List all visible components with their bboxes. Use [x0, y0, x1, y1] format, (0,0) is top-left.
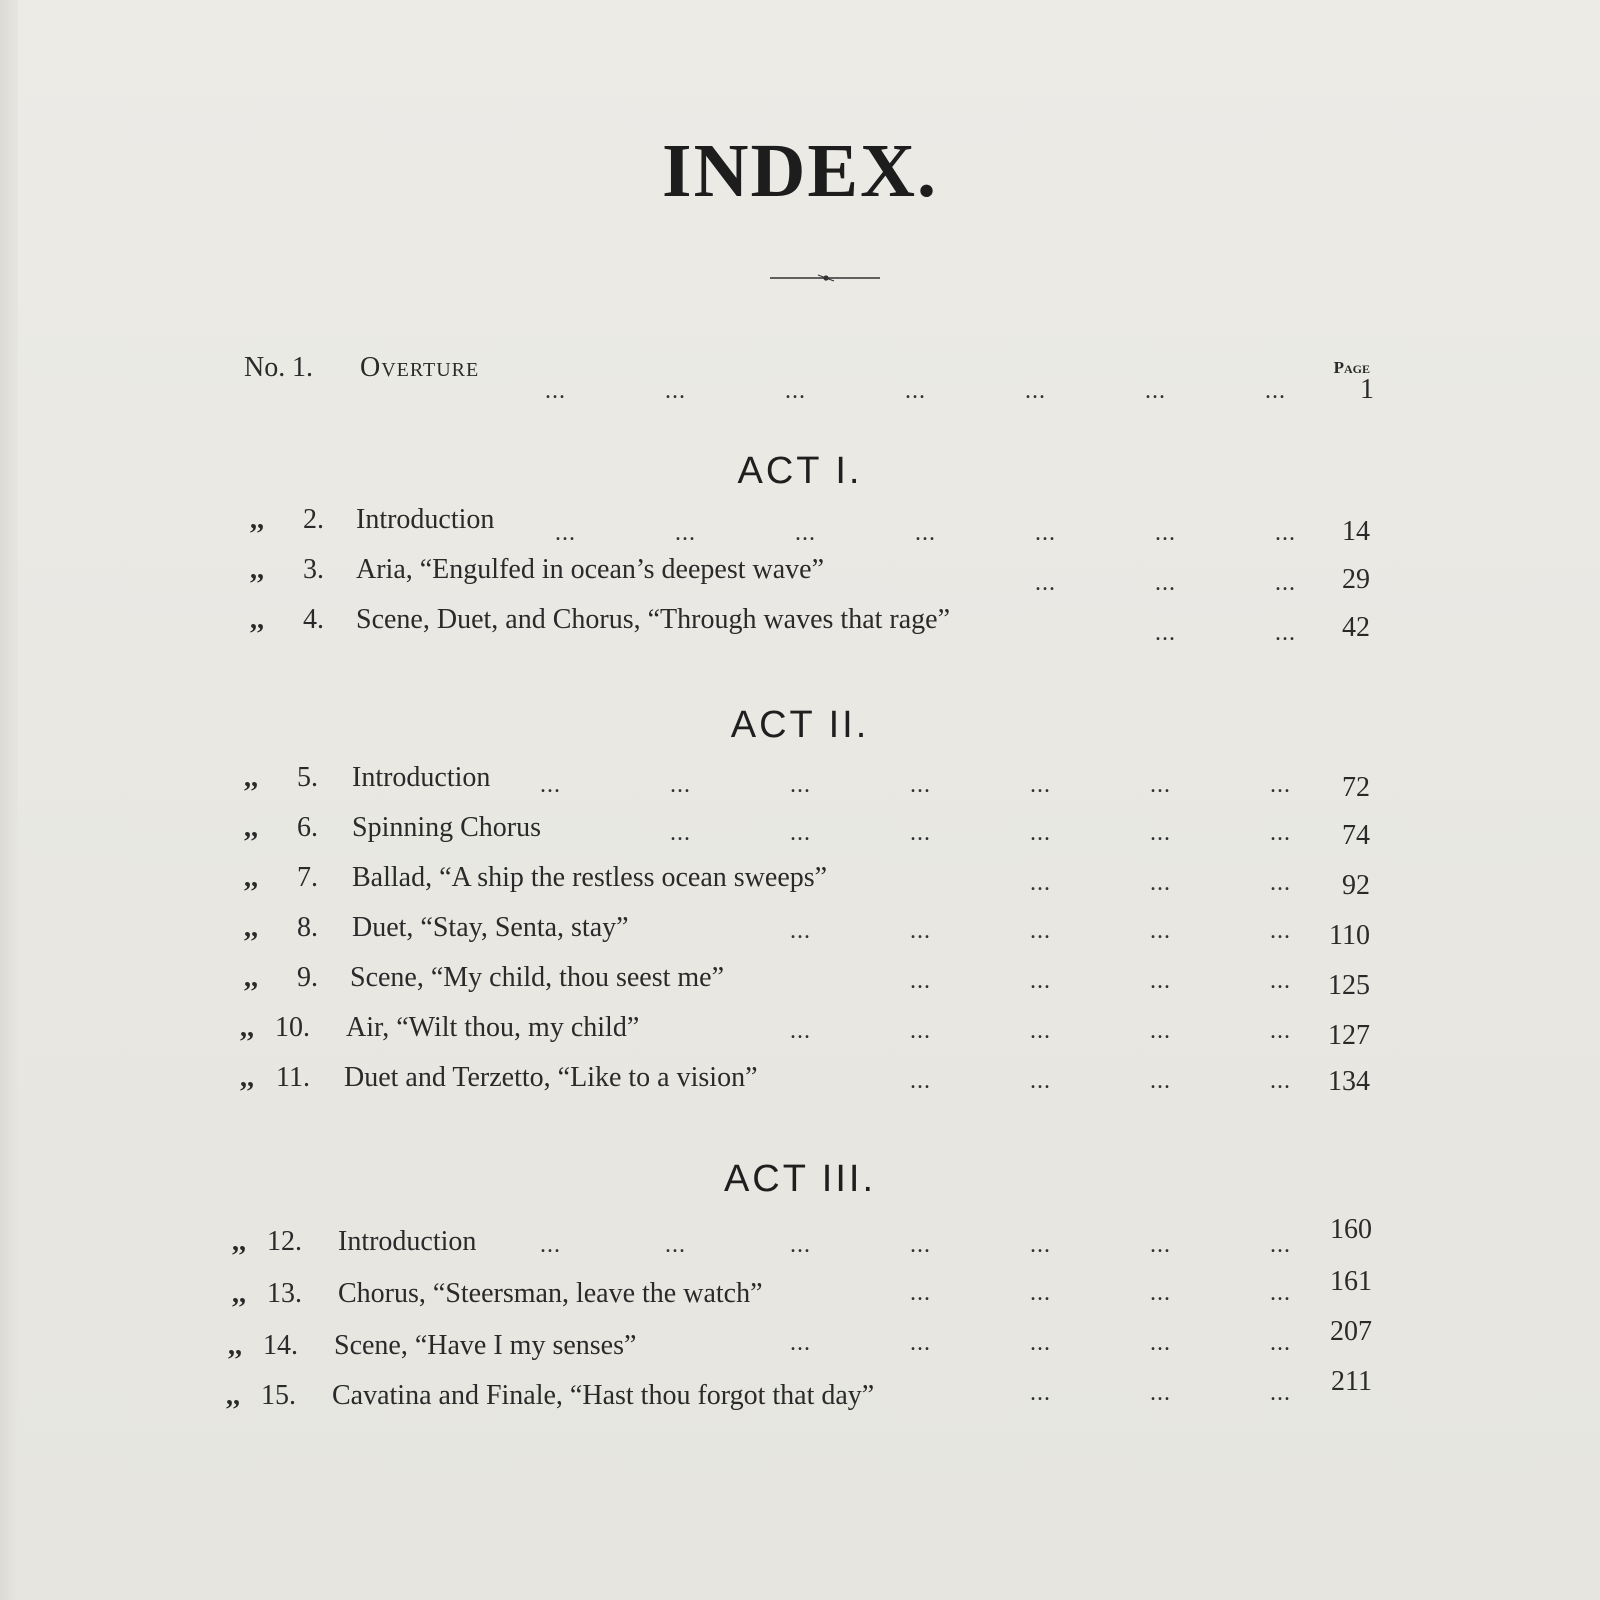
dot-leader: ... [910, 1232, 931, 1258]
dot-leader: ... [910, 820, 931, 846]
page-column-label: Page [1333, 358, 1370, 377]
entry-number: 7. [297, 862, 318, 893]
entry-prefix: ,, [244, 962, 258, 993]
index-entry [240, 1058, 1380, 1098]
index-entry [250, 600, 1380, 643]
dot-leader: ... [1265, 378, 1286, 404]
dot-leader: ... [1270, 1232, 1291, 1258]
index-entry [232, 1266, 1382, 1314]
entry-number: 4. [303, 604, 324, 635]
entry-title: Introduction [356, 504, 495, 535]
dot-leader: ... [665, 378, 686, 404]
entry-number: 12. [267, 1226, 302, 1257]
act-heading: ACT II. [730, 704, 870, 746]
dot-leader: ... [1030, 820, 1051, 846]
entry-prefix: ,, [250, 554, 264, 585]
entry-prefix: ,, [250, 504, 264, 535]
entry-title: Scene, Duet, and Chorus, “Through waves that rage” [356, 604, 951, 635]
entry-title: Overture [360, 352, 480, 383]
entry-prefix: ,, [232, 1278, 246, 1309]
dot-leader: ... [1150, 1330, 1171, 1356]
dot-leader: ... [1270, 1068, 1291, 1094]
entry-number: 10. [275, 1012, 310, 1043]
entry-page: 74 [1342, 820, 1370, 851]
entry-prefix: No. [244, 352, 286, 383]
entry-number: 6. [297, 812, 318, 843]
dot-leader: ... [1030, 772, 1051, 798]
dot-leader: ... [1275, 520, 1296, 546]
entry-title: Scene, “My child, thou seest me” [350, 962, 725, 993]
act-heading: ACT I. [737, 450, 863, 492]
entry-page: 160 [1330, 1214, 1372, 1245]
dot-leader: ... [1030, 1068, 1051, 1094]
entry-number: 3. [303, 554, 324, 585]
dot-leader: ... [795, 520, 816, 546]
dot-leader: ... [1150, 772, 1171, 798]
entry-page: 1 [1360, 374, 1374, 405]
dot-leader: ... [1150, 870, 1171, 896]
index-entry [244, 348, 1374, 405]
dot-leader: ... [1155, 620, 1176, 646]
entry-title: Introduction [338, 1226, 477, 1257]
entry-page: 161 [1330, 1266, 1372, 1297]
entry-page: 211 [1331, 1366, 1372, 1397]
entry-prefix: ,, [240, 1062, 254, 1093]
entry-prefix: ,, [244, 762, 258, 793]
entry-title: Duet, “Stay, Senta, stay” [352, 912, 629, 943]
dot-leader: ... [1270, 1380, 1291, 1406]
entry-prefix: ,, [240, 1012, 254, 1043]
entry-prefix: ,, [232, 1226, 246, 1257]
dot-leader: ... [675, 520, 696, 546]
index-entry [244, 908, 1380, 951]
dot-leader: ... [910, 1330, 931, 1356]
dot-leader: ... [1275, 620, 1296, 646]
entry-title: Air, “Wilt thou, my child” [346, 1012, 640, 1043]
dot-leader: ... [790, 1018, 811, 1044]
dot-leader: ... [1025, 378, 1046, 404]
dot-leader: ... [910, 968, 931, 994]
dot-leader: ... [1150, 1280, 1171, 1306]
dot-leader: ... [555, 520, 576, 546]
entry-title: Scene, “Have I my senses” [334, 1330, 637, 1361]
entry-prefix: ,, [244, 912, 258, 943]
dot-leader: ... [1150, 820, 1171, 846]
dot-leader: ... [790, 820, 811, 846]
entry-title: Spinning Chorus [352, 812, 542, 843]
entry-page: 14 [1342, 516, 1370, 547]
dot-leader: ... [670, 820, 691, 846]
entry-prefix: ,, [250, 604, 264, 635]
dot-leader: ... [790, 772, 811, 798]
dot-leader: ... [1270, 870, 1291, 896]
entry-title: Duet and Terzetto, “Like to a vision” [344, 1062, 758, 1093]
dot-leader: ... [545, 378, 566, 404]
dot-leader: ... [1275, 570, 1296, 596]
dot-leader: ... [540, 1232, 561, 1258]
dot-leader: ... [910, 772, 931, 798]
entry-number: 9. [297, 962, 318, 993]
entry-page: 92 [1342, 870, 1370, 901]
dot-leader: ... [1155, 570, 1176, 596]
entry-page: 29 [1342, 564, 1370, 595]
dot-leader: ... [1270, 1330, 1291, 1356]
dot-leader: ... [1030, 968, 1051, 994]
dot-leader: ... [910, 1018, 931, 1044]
entry-number: 8. [297, 912, 318, 943]
index-entry [244, 858, 1380, 901]
dot-leader: ... [1150, 1232, 1171, 1258]
dot-leader: ... [1030, 870, 1051, 896]
dot-leader: ... [790, 1330, 811, 1356]
dot-leader: ... [540, 772, 561, 798]
dot-leader: ... [670, 772, 691, 798]
dot-leader: ... [790, 918, 811, 944]
entry-page: 127 [1328, 1020, 1370, 1051]
dot-leader: ... [1270, 820, 1291, 846]
entry-number: 11. [276, 1062, 310, 1093]
dot-leader: ... [1035, 520, 1056, 546]
entry-number: 14. [263, 1330, 298, 1361]
dot-leader: ... [905, 378, 926, 404]
entry-number: 15. [261, 1380, 296, 1411]
dot-leader: ... [910, 1068, 931, 1094]
dot-leader: ... [1030, 1380, 1051, 1406]
dot-leader: ... [1150, 1018, 1171, 1044]
dot-leader: ... [1155, 520, 1176, 546]
dot-leader: ... [1030, 918, 1051, 944]
entry-page: 110 [1329, 920, 1370, 951]
dot-leader: ... [1150, 1380, 1171, 1406]
entry-number: 1. [292, 352, 313, 383]
dot-leader: ... [910, 918, 931, 944]
dot-leader: ... [1030, 1330, 1051, 1356]
entry-prefix: ,, [226, 1380, 240, 1411]
index-entry [244, 808, 1380, 851]
dot-leader: ... [1270, 1018, 1291, 1044]
dot-leader: ... [1145, 378, 1166, 404]
entry-number: 2. [303, 504, 324, 535]
entry-number: 13. [267, 1278, 302, 1309]
index-entry [244, 758, 1380, 803]
entry-prefix: ,, [244, 862, 258, 893]
dot-leader: ... [785, 378, 806, 404]
dot-leader: ... [1270, 968, 1291, 994]
entry-page: 134 [1328, 1066, 1370, 1097]
entry-number: 5. [297, 762, 318, 793]
dot-leader: ... [1270, 918, 1291, 944]
dot-leader: ... [1030, 1018, 1051, 1044]
dot-leader: ... [1030, 1280, 1051, 1306]
dot-leader: ... [790, 1232, 811, 1258]
entry-title: Introduction [352, 762, 491, 793]
entry-page: 207 [1330, 1316, 1372, 1347]
dot-leader: ... [1030, 1232, 1051, 1258]
entry-page: 42 [1342, 612, 1370, 643]
act-heading: ACT III. [723, 1158, 877, 1200]
dot-leader: ... [915, 520, 936, 546]
page-edge [0, 0, 18, 1600]
dot-leader: ... [1270, 1280, 1291, 1306]
dot-leader: ... [1270, 772, 1291, 798]
entry-title: Chorus, “Steersman, leave the watch” [338, 1278, 763, 1309]
entry-prefix: ,, [244, 812, 258, 843]
index-entry [244, 958, 1380, 1001]
index-entry [226, 1366, 1382, 1416]
entry-page: 72 [1342, 772, 1370, 803]
index-title: INDEX. [662, 129, 938, 213]
entry-page: 125 [1328, 970, 1370, 1001]
dot-leader: ... [1150, 918, 1171, 944]
entry-title: Cavatina and Finale, “Hast thou forgot that day” [332, 1380, 875, 1411]
dot-leader: ... [1150, 1068, 1171, 1094]
index-entry [250, 550, 1380, 595]
entry-title: Ballad, “A ship the restless ocean sweeps” [352, 862, 828, 893]
ornament-rule [770, 272, 880, 284]
dot-leader: ... [1150, 968, 1171, 994]
entry-prefix: ,, [228, 1330, 242, 1361]
dot-leader: ... [1035, 570, 1056, 596]
dot-leader: ... [665, 1232, 686, 1258]
entry-title: Aria, “Engulfed in ocean’s deepest wave” [356, 554, 825, 585]
dot-leader: ... [910, 1280, 931, 1306]
